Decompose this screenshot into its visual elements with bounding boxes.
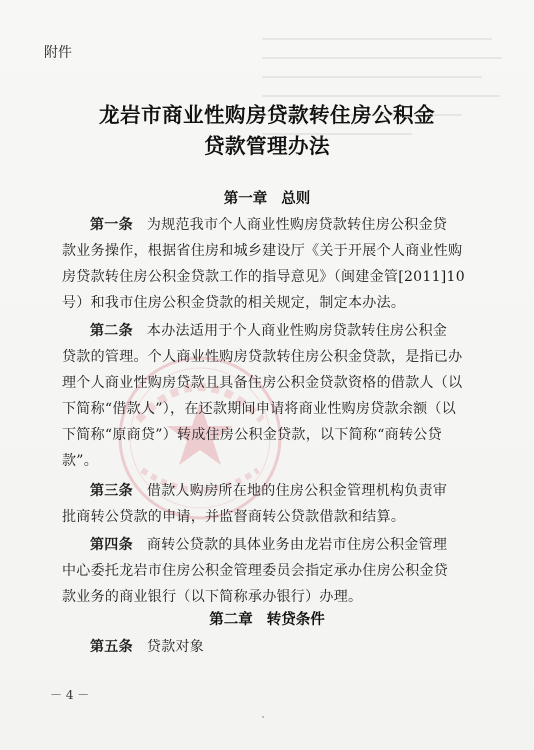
article1-line1 [90, 214, 482, 234]
document-title-line2: 贷款管理办法 [204, 134, 330, 158]
article1-line3: 房贷款转住房公积金贷款工作的指导意见》（闽建金管[2011]10 [62, 269, 465, 285]
article3-line1 [90, 480, 482, 500]
article2-line1 [90, 320, 482, 340]
article2-label: 第二条 [90, 323, 133, 339]
article2-line2: 贷款的管理。个人商业性购房贷款转住房公积金贷款，是指已办 [62, 349, 463, 365]
attachment-label: 附件 [44, 45, 72, 61]
article4-label: 第四条 [90, 537, 133, 553]
article5-label: 第五条 [90, 639, 133, 655]
article1-line2: 款业务操作，根据省住房和城乡建设厅《关于开展个人商业性购 [62, 243, 463, 259]
article1-line4: 号）和我市住房公积金贷款的相关规定，制定本办法。 [62, 295, 406, 311]
article4-line1 [90, 534, 482, 554]
chapter1-number: 第一章 [223, 191, 268, 207]
chapter2-heading [0, 608, 534, 629]
article1-label: 第一条 [90, 217, 133, 233]
article5-text: 贷款对象 [146, 639, 205, 655]
page-number: － 4 － [50, 688, 90, 702]
article4-text: 商转公贷款的具体业务由龙岩市住房公积金管理 [146, 537, 448, 553]
article3-label: 第三条 [90, 483, 133, 499]
scan-speck [262, 716, 264, 718]
article4-line2: 中心委托龙岩市住房公积金管理委员会指定承办住房公积金贷 [62, 563, 449, 579]
chapter2-number: 第二章 [209, 612, 253, 628]
article2-text: 本办法适用于个人商业性购房贷款转住房公积金 [146, 323, 448, 339]
article3-text: 借款人购房所在地的住房公积金管理机构负责审 [146, 483, 448, 499]
article2-line3: 理个人商业性购房贷款且具备住房公积金贷款资格的借款人（以 [62, 375, 463, 391]
article5-line1 [90, 636, 482, 656]
article2-line5: 下简称“原商贷”）转成住房公积金贷款，以下简称“商转公贷 [62, 427, 442, 443]
article2-line4: 下简称“借款人”），在还款期间申请将商业性购房贷款余额（以 [62, 401, 457, 417]
article4-line3: 款业务的商业银行（以下简称承办银行）办理。 [62, 589, 363, 605]
chapter1-title: 总则 [281, 191, 311, 207]
article3-line2: 批商转公贷款的申请，并监督商转公贷款借款和结算。 [62, 509, 406, 525]
chapter1-heading [0, 187, 534, 208]
article1-text: 为规范我市个人商业性购房贷款转住房公积金贷 [146, 217, 448, 233]
article2-line6: 款”。 [62, 453, 99, 469]
chapter2-title: 转贷条件 [266, 612, 325, 628]
document-title-line1: 龙岩市商业性购房贷款转住房公积金 [99, 103, 435, 127]
